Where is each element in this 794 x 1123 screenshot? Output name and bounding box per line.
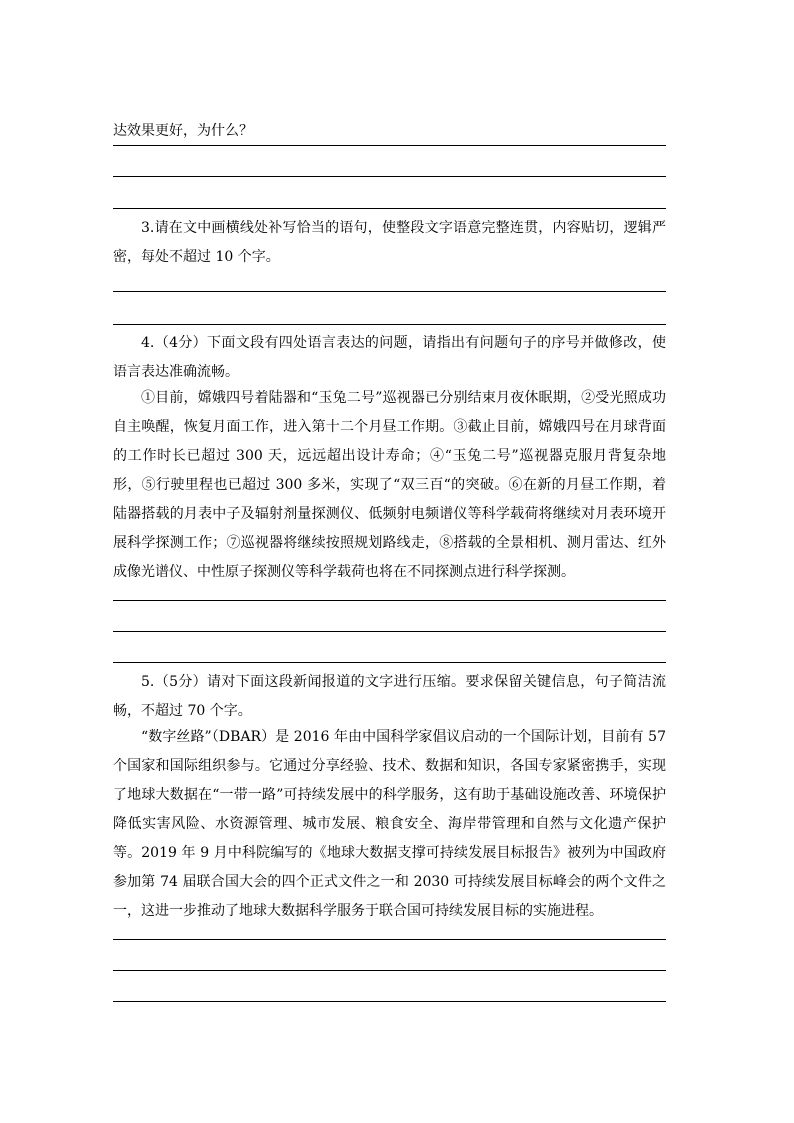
answer-line — [113, 970, 666, 971]
answer-line — [113, 600, 666, 601]
answer-line — [113, 291, 666, 292]
answer-line — [113, 324, 666, 325]
answer-line — [113, 939, 666, 940]
q4-passage: ①目前，嫦娥四号着陆器和“玉兔二号”巡视器已分别结束月夜休眠期，②受光照成功自主唤醒，恢复月面工作，进入第十二个月昼工作期。③截止目前，嫦娥四号在月球背面的工作时长已超过 300 天，远远超出设计寿命；④“玉兔二号”巡视器克服月背复杂地形，⑤行驶里程也已超过 300 多米，实现了“双三百“的突破。⑥在新的月昼工作期，着陆器搭载的月表中子及辐射剂量探测仪、低频射电频谱仪等科学载荷将继续对月表环境开展科学探测工作；⑦巡视器将继续按照规划路线走，⑧搭载的全景相机、测月雷达、红外成像光谱仪、中性原子探测仪等科学载荷也将在不同探测点进行科学探测。 — [113, 390, 666, 580]
q2-prompt-tail: 达效果更好，为什么？ — [113, 123, 253, 139]
answer-line — [113, 145, 666, 146]
q5-prompt: 5.（5分）请对下面这段新闻报道的文字进行压缩。要求保留关键信息，句子简洁流畅，不超过 70 个字。 — [113, 674, 666, 719]
q5-passage: “数字丝路”（DBAR）是 2016 年由中国科学家倡议启动的一个国际计划，目前有 57 个国家和国际组织参与。它通过分享经验、技术、数据和知识，各国专家紧密携手，实现了地球大数据在“一带一路”可持续发展中的科学服务，这有助于基础设施改善、环境保护降低实害风险、水资源管理、城市发展、粮食安全、海岸带管理和自然与文化遗产保护等。2019 年 9 月中科院编写的《地球大数据支撑可持续发展目标报告》被列为中国政府参加第 74 届联合国大会的四个正式文件之一和 2030 可持续发展目标峰会的两个文件之一，这进一步推动了地球大数据科学服务于联合国可持续发展目标的实施进程。 — [113, 729, 666, 919]
answer-line — [113, 208, 666, 209]
answer-line — [113, 662, 666, 663]
q3-prompt: 3.请在文中画横线处补写恰当的语句，使整段文字语意完整连贯，内容贴切，逻辑严密，每处不超过 10 个字。 — [113, 220, 666, 265]
q4-prompt: 4.（4分）下面文段有四处语言表达的问题，请指出有问题句子的序号并做修改，使语言表达准确流畅。 — [113, 335, 666, 380]
answer-line — [113, 631, 666, 632]
answer-line — [113, 1001, 666, 1002]
answer-line — [113, 176, 666, 177]
